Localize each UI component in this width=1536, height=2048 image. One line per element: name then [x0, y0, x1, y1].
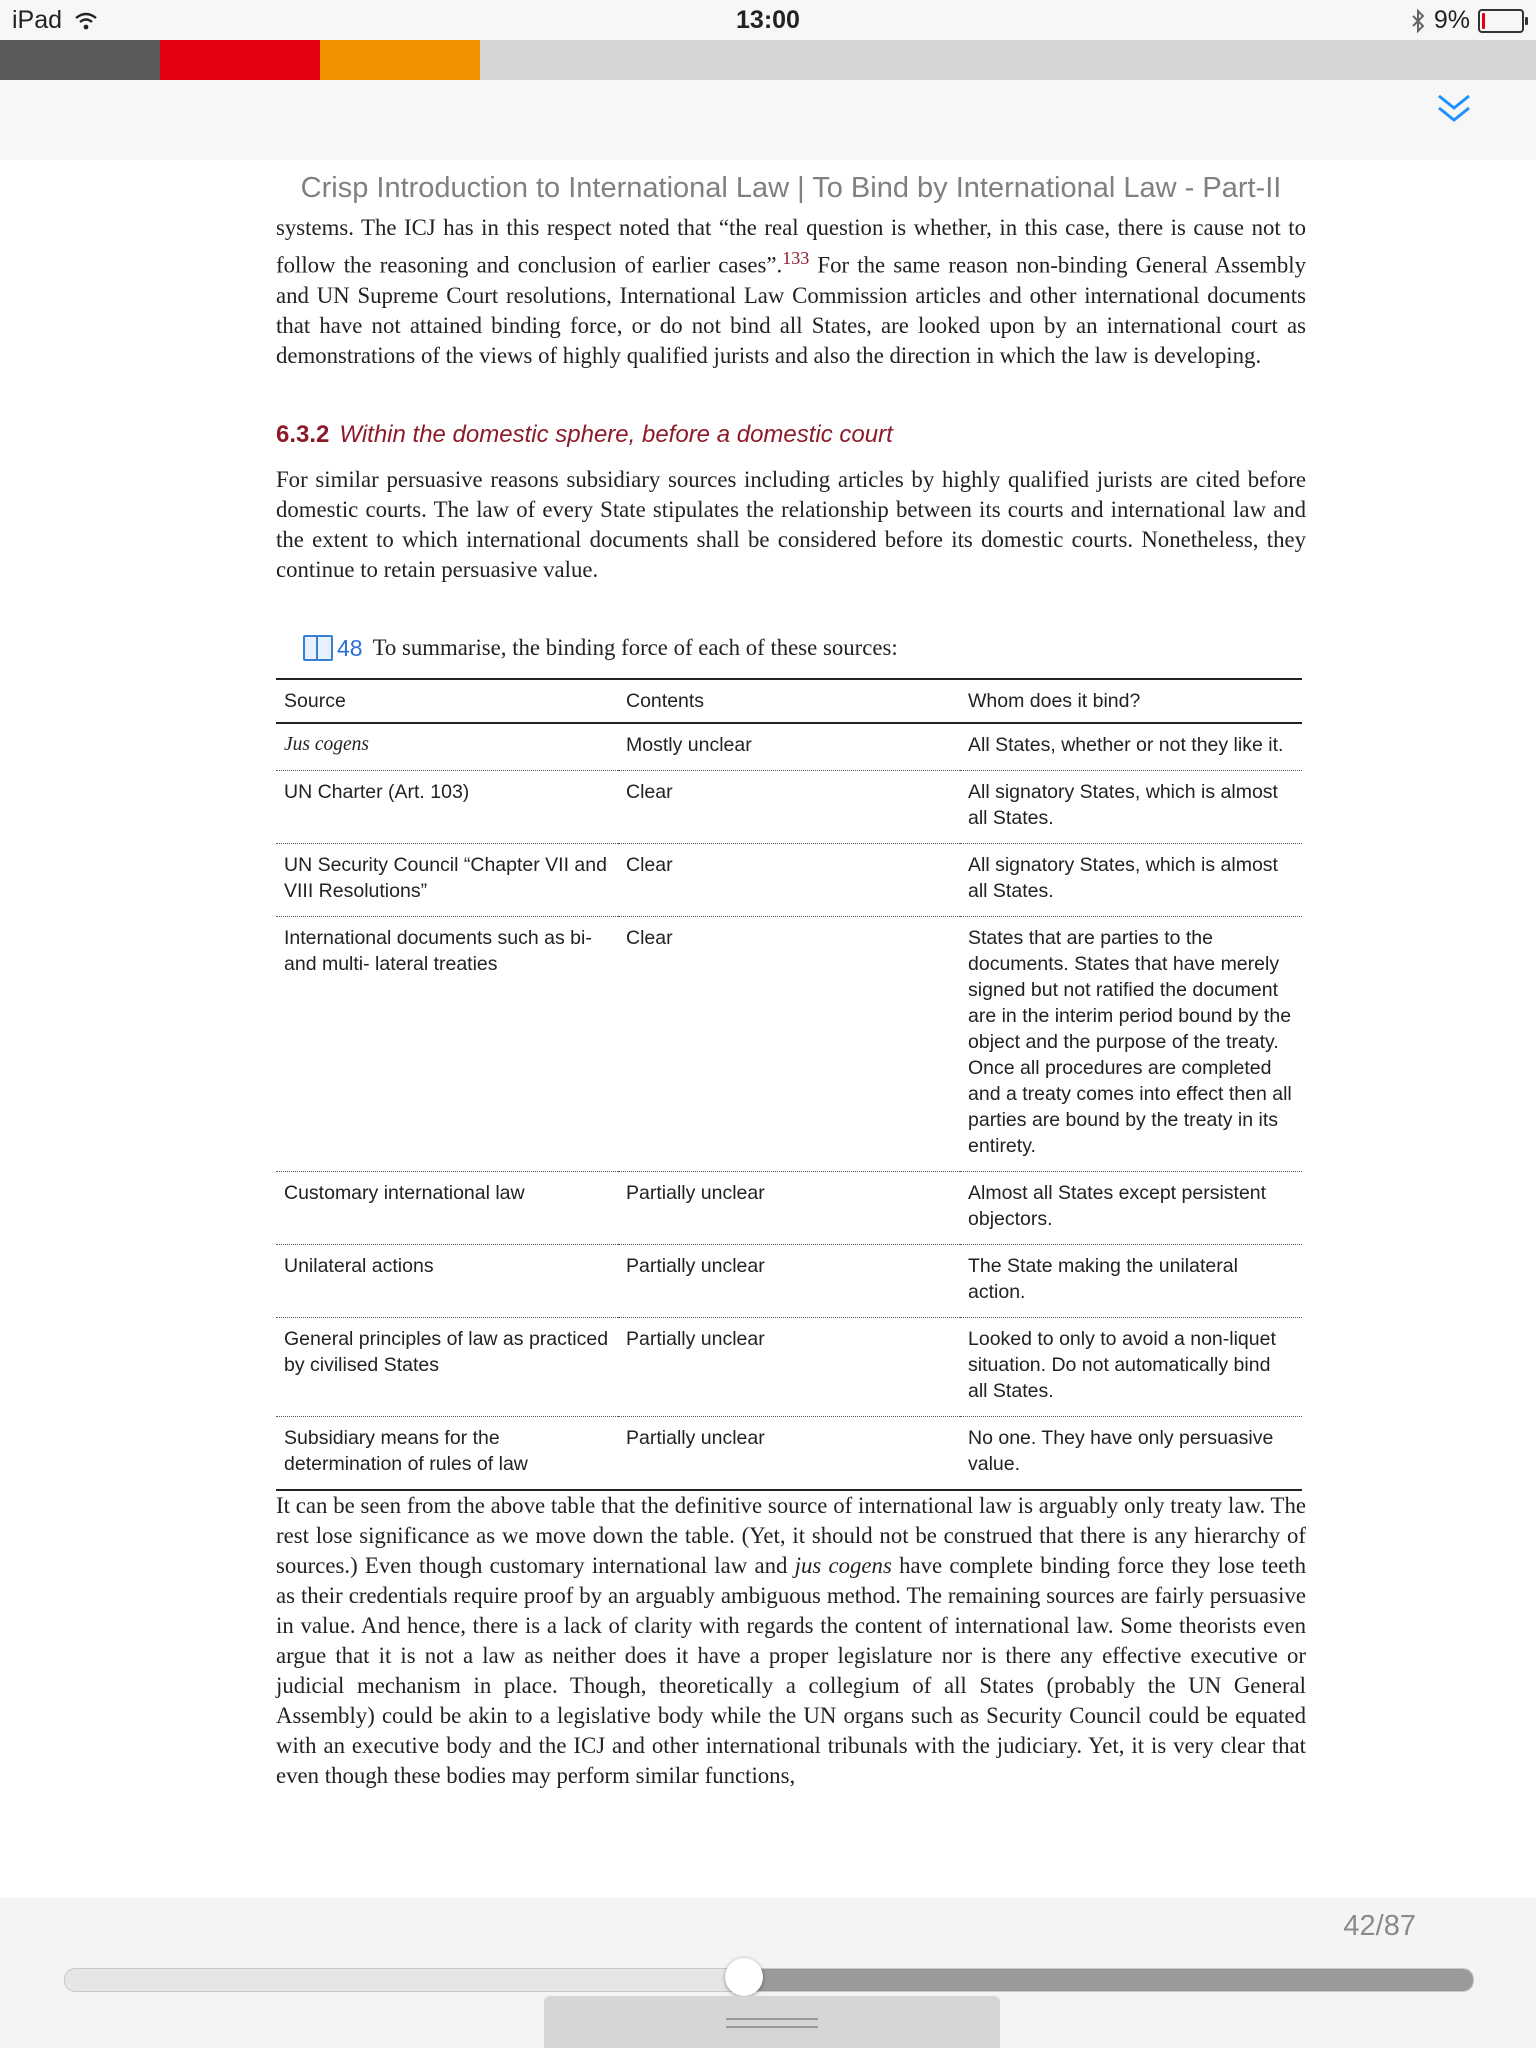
color-segment[interactable]	[320, 40, 480, 80]
chevron-down-icon[interactable]	[1436, 92, 1472, 133]
section-number: 6.3.2	[276, 420, 330, 448]
table-cell: Clear	[618, 843, 960, 916]
table-cell: UN Security Council “Chapter VII and VIII Resolutions”	[276, 843, 618, 916]
table-row	[276, 843, 1302, 916]
table-cell: All signatory States, which is almost all States.	[960, 770, 1302, 843]
table-row	[276, 770, 1302, 843]
paragraph	[276, 1491, 1306, 1791]
table-row	[276, 723, 1302, 771]
color-segment[interactable]	[0, 40, 160, 80]
paragraph	[276, 213, 1306, 371]
battery-icon	[1478, 9, 1524, 33]
table-row	[276, 1171, 1302, 1244]
summary-line	[276, 635, 1306, 662]
table-cell: Jus cogens	[276, 723, 618, 771]
table-row	[276, 1416, 1302, 1490]
table-cell: UN Charter (Art. 103)	[276, 770, 618, 843]
table-cell: International documents such as bi- and multi- lateral treaties	[276, 916, 618, 1171]
paragraph-text: systems. The ICJ has in this respect noted that “the real question is whether, in this case, there is cause not to follow the reasoning and conclusion of earlier cases”.	[276, 215, 1306, 278]
table-cell: Partially unclear	[618, 1416, 960, 1490]
table-cell: All signatory States, which is almost all States.	[960, 843, 1302, 916]
status-bar	[0, 0, 1536, 40]
table-cell: Subsidiary means for the determination of rules of law	[276, 1416, 618, 1490]
page-slider-knob[interactable]	[725, 1958, 763, 1996]
battery-percent: 9%	[1433, 6, 1470, 34]
page-slider-track[interactable]	[64, 1968, 1474, 1992]
drag-handle-icon[interactable]	[726, 2018, 818, 2028]
table-cell: Partially unclear	[618, 1244, 960, 1317]
table-cell: Clear	[618, 916, 960, 1171]
chapter-color-bar	[0, 40, 1536, 80]
color-segment[interactable]	[160, 40, 320, 80]
table-cell: States that are parties to the documents. States that have merely signed but not ratified the document are in the interim period bound by the object and the purpose of the treaty. Once all procedures are completed and a treaty comes into effect then all parties are bound by the treaty in its entirety.	[960, 916, 1302, 1171]
clock: 13:00	[736, 6, 800, 34]
device-label: iPad	[12, 6, 63, 34]
running-head: Crisp Introduction to International Law | To Bind by International Law - Part-II	[300, 172, 1282, 204]
table-cell: Mostly unclear	[618, 723, 960, 771]
section-heading	[276, 421, 1306, 449]
battery-level-fill	[1482, 13, 1485, 29]
bluetooth-icon	[1410, 9, 1426, 33]
table-row	[276, 1244, 1302, 1317]
table-cell: No one. They have only persuasive value.	[960, 1416, 1302, 1490]
book-page	[276, 160, 1306, 1791]
page-indicator: 42/87	[1343, 1910, 1416, 1942]
table-cell: The State making the unilateral action.	[960, 1244, 1302, 1317]
summary-text: To summarise, the binding force of each of these sources:	[372, 635, 898, 661]
table-cell: Clear	[618, 770, 960, 843]
table-header: Source	[276, 679, 618, 723]
paragraph-italic: jus cogens	[794, 1552, 892, 1578]
bottom-tray[interactable]	[544, 1996, 1000, 2048]
table-header: Whom does it bind?	[960, 679, 1302, 723]
book-icon[interactable]	[303, 635, 333, 661]
paragraph-text: For the same reason non-binding General Assembly and UN Supreme Court resolutions, International Law Commission articles and other international documents that have not attained binding force, or do not bind all States, are looked upon by an international court as demonstrations of the views of highly qualified jurists and also the direction in which the law is developing.	[276, 252, 1306, 368]
table-cell: Looked to only to avoid a non-liquet situation. Do not automatically bind all States.	[960, 1317, 1302, 1416]
table-header: Contents	[618, 679, 960, 723]
table-cell: Partially unclear	[618, 1171, 960, 1244]
reader-toolbar	[0, 80, 1536, 160]
table-cell: Partially unclear	[618, 1317, 960, 1416]
binding-force-table	[276, 678, 1302, 1491]
page-scrubber-bar	[0, 1898, 1536, 2048]
page-slider-remaining	[745, 1969, 1473, 1991]
table-cell: Almost all States except persistent objectors.	[960, 1171, 1302, 1244]
table-cell: Unilateral actions	[276, 1244, 618, 1317]
table-row	[276, 916, 1302, 1171]
footnote-ref[interactable]: 133	[782, 248, 810, 268]
table-row	[276, 1317, 1302, 1416]
table-cell: General principles of law as practiced by civilised States	[276, 1317, 618, 1416]
paragraph: For similar persuasive reasons subsidiary sources including articles by highly qualified jurists are cited before domestic courts. The law of every State stipulates the relationship between its courts and international law and the extent to which international documents shall be considered before its domestic courts. Nonetheless, they continue to retain persuasive value.	[276, 466, 1306, 582]
section-title: Within the domestic sphere, before a domestic court	[339, 420, 893, 448]
table-cell: All States, whether or not they like it.	[960, 723, 1302, 771]
paragraph-text: have complete binding force they lose teeth as their credentials require proof by an arguably ambiguous method. The remaining sources are fairly persuasive in value. And hence, there is a lack of clarity with regards the content of international law. Some theorists even argue that it is not a law as neither does it have a proper legislature nor is there any effective executive or judicial mechanism in place. Though, theoretically a collegium of all States (probably the UN General Assembly) could be akin to a legislative body while the UN organs such as Security Council could be equated with an executive body and the ICJ and other international tribunals with the judiciary. Yet, it is very clear that even though these bodies may perform similar functions,	[276, 1552, 1306, 1788]
table-cell: Customary international law	[276, 1171, 618, 1244]
paragraph-text: It can be seen from the above table that the definitive source of international law is arguably only treaty law. The rest lose significance as we move down the table. (Yet, it should not be construed that there is any hierarchy of sources.) Even though customary international law and	[276, 1492, 1306, 1578]
reference-number[interactable]: 48	[337, 634, 363, 661]
